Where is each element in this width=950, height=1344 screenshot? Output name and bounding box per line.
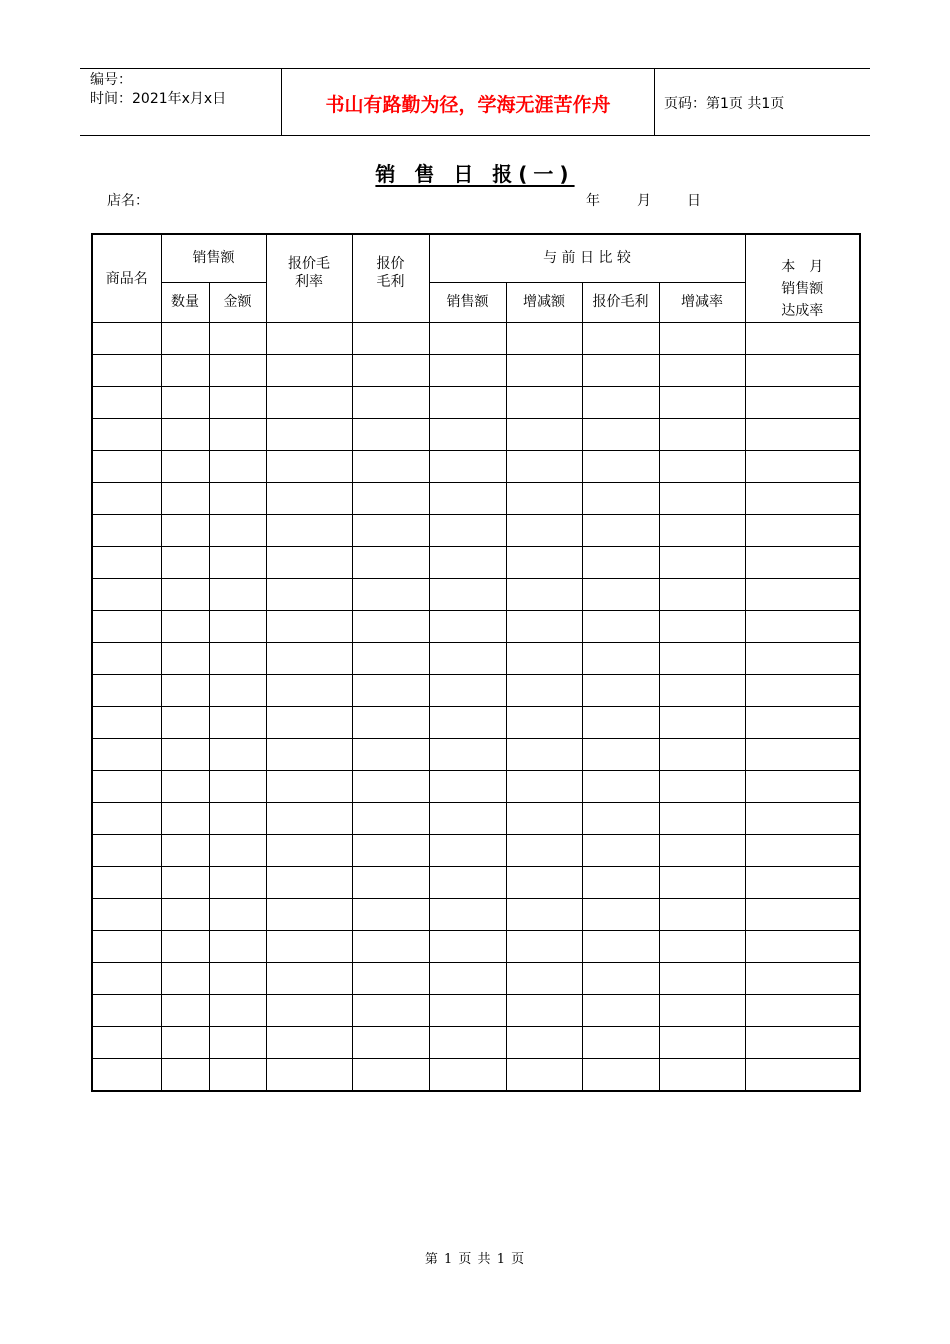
table-cell xyxy=(659,323,745,355)
table-cell xyxy=(582,323,659,355)
table-cell xyxy=(209,387,266,419)
table-cell xyxy=(506,707,582,739)
header-motto: 书山有路勤为径，学海无涯苦作舟 xyxy=(325,94,611,116)
table-cell xyxy=(161,771,209,803)
table-cell xyxy=(161,419,209,451)
monthly-line-3: 达成率 xyxy=(781,303,824,319)
table-cell xyxy=(659,803,745,835)
table-cell xyxy=(92,707,161,739)
col-product-name: 商品名 xyxy=(92,234,161,323)
monthly-line-2: 销售额 xyxy=(781,281,824,297)
table-cell xyxy=(506,995,582,1027)
table-cell xyxy=(266,1059,352,1092)
table-cell xyxy=(506,515,582,547)
table-cell xyxy=(352,483,429,515)
table-cell xyxy=(429,355,506,387)
col-cmp-change-rate: 增减率 xyxy=(659,282,745,322)
table-row xyxy=(92,483,860,515)
table-cell xyxy=(266,739,352,771)
table-cell xyxy=(582,515,659,547)
table-cell xyxy=(659,995,745,1027)
table-cell xyxy=(161,835,209,867)
table-cell xyxy=(659,707,745,739)
table-cell xyxy=(161,803,209,835)
table-cell xyxy=(506,579,582,611)
table-cell xyxy=(161,611,209,643)
table-cell xyxy=(659,419,745,451)
col-compare-prev-day: 与 前 日 比 较 xyxy=(429,234,745,282)
table-cell xyxy=(161,1059,209,1092)
table-cell xyxy=(745,451,860,483)
table-cell xyxy=(266,771,352,803)
table-cell xyxy=(92,323,161,355)
table-cell xyxy=(582,867,659,899)
monthly-line-1: 本 月 xyxy=(781,259,824,275)
table-cell xyxy=(92,963,161,995)
table-cell xyxy=(352,419,429,451)
header-row-2 xyxy=(92,282,860,322)
table-cell xyxy=(352,355,429,387)
table-cell xyxy=(161,547,209,579)
table-row xyxy=(92,1059,860,1092)
table-cell xyxy=(745,1027,860,1059)
table-cell xyxy=(582,835,659,867)
header-divider-2 xyxy=(654,68,655,135)
table-cell xyxy=(352,963,429,995)
table-cell xyxy=(745,803,860,835)
table-cell xyxy=(266,1027,352,1059)
table-row xyxy=(92,579,860,611)
table-cell xyxy=(266,963,352,995)
col-quantity: 数量 xyxy=(161,282,209,322)
table-cell xyxy=(582,355,659,387)
table-cell xyxy=(266,419,352,451)
table-cell xyxy=(92,419,161,451)
table-cell xyxy=(209,1027,266,1059)
table-cell xyxy=(506,323,582,355)
table-cell xyxy=(92,1027,161,1059)
table-row xyxy=(92,675,860,707)
table-row xyxy=(92,611,860,643)
table-cell xyxy=(506,355,582,387)
table-cell xyxy=(209,515,266,547)
table-cell xyxy=(506,675,582,707)
table-cell xyxy=(582,995,659,1027)
table-cell xyxy=(582,707,659,739)
table-cell xyxy=(352,451,429,483)
table-cell xyxy=(209,579,266,611)
table-cell xyxy=(659,387,745,419)
table-row xyxy=(92,515,860,547)
table-cell xyxy=(352,547,429,579)
table-cell xyxy=(209,1059,266,1092)
header-meta xyxy=(90,71,226,109)
table-cell xyxy=(266,451,352,483)
table-row xyxy=(92,771,860,803)
table-cell xyxy=(506,1027,582,1059)
table-cell xyxy=(659,451,745,483)
table-cell xyxy=(209,643,266,675)
table-cell xyxy=(506,1059,582,1092)
table-cell xyxy=(506,963,582,995)
table-cell xyxy=(745,547,860,579)
store-label: 店名： xyxy=(107,193,149,209)
table-cell xyxy=(582,579,659,611)
table-cell xyxy=(209,611,266,643)
report-title-wrap xyxy=(0,158,950,187)
table-cell xyxy=(429,611,506,643)
table-cell xyxy=(266,995,352,1027)
table-cell xyxy=(161,931,209,963)
table-cell xyxy=(161,579,209,611)
table-cell xyxy=(352,867,429,899)
table-cell xyxy=(209,355,266,387)
table-cell xyxy=(506,643,582,675)
table-cell xyxy=(745,707,860,739)
table-cell xyxy=(429,771,506,803)
table-row xyxy=(92,451,860,483)
table-cell xyxy=(506,899,582,931)
table-cell xyxy=(582,1027,659,1059)
table-cell xyxy=(582,451,659,483)
table-cell xyxy=(659,355,745,387)
table-row xyxy=(92,419,860,451)
table-cell xyxy=(209,739,266,771)
table-cell xyxy=(92,579,161,611)
table-cell xyxy=(659,739,745,771)
table-cell xyxy=(659,675,745,707)
table-row xyxy=(92,739,860,771)
table-cell xyxy=(429,835,506,867)
table-cell xyxy=(266,675,352,707)
table-cell xyxy=(161,643,209,675)
table-cell xyxy=(659,771,745,803)
table-cell xyxy=(352,835,429,867)
col-quoted-margin xyxy=(352,234,429,323)
table-cell xyxy=(209,771,266,803)
table-cell xyxy=(745,771,860,803)
sales-report-table xyxy=(91,233,861,1092)
table-cell xyxy=(506,419,582,451)
table-row xyxy=(92,899,860,931)
table-cell xyxy=(745,1059,860,1092)
table-cell xyxy=(266,483,352,515)
table-cell xyxy=(266,643,352,675)
table-cell xyxy=(429,643,506,675)
table-cell xyxy=(582,419,659,451)
table-cell xyxy=(745,995,860,1027)
quoted-margin-text: 报价毛利 xyxy=(376,256,405,290)
table-cell xyxy=(352,803,429,835)
table-cell xyxy=(582,739,659,771)
table-cell xyxy=(92,643,161,675)
table-cell xyxy=(659,547,745,579)
table-cell xyxy=(429,803,506,835)
table-cell xyxy=(161,739,209,771)
table-cell xyxy=(659,867,745,899)
table-cell xyxy=(429,1027,506,1059)
table-cell xyxy=(209,547,266,579)
table-row xyxy=(92,931,860,963)
table-cell xyxy=(745,355,860,387)
table-cell xyxy=(92,387,161,419)
table-cell xyxy=(266,579,352,611)
table-cell xyxy=(506,771,582,803)
number-label: 编号： xyxy=(90,72,132,88)
table-cell xyxy=(266,323,352,355)
table-row xyxy=(92,803,860,835)
table-cell xyxy=(209,707,266,739)
table-cell xyxy=(745,387,860,419)
table-cell xyxy=(582,899,659,931)
table-cell xyxy=(266,835,352,867)
table-cell xyxy=(506,739,582,771)
table-cell xyxy=(92,771,161,803)
table-row xyxy=(92,963,860,995)
table-cell xyxy=(429,675,506,707)
table-cell xyxy=(659,899,745,931)
table-cell xyxy=(582,611,659,643)
table-cell xyxy=(745,579,860,611)
table-cell xyxy=(266,387,352,419)
table-cell xyxy=(161,867,209,899)
table-cell xyxy=(92,867,161,899)
table-row xyxy=(92,323,860,355)
table-cell xyxy=(352,707,429,739)
table-cell xyxy=(745,419,860,451)
table-row xyxy=(92,867,860,899)
table-cell xyxy=(352,675,429,707)
table-cell xyxy=(352,515,429,547)
table-cell xyxy=(659,643,745,675)
table-cell xyxy=(582,643,659,675)
table-cell xyxy=(659,1027,745,1059)
year-label: 年 xyxy=(586,193,600,209)
table-cell xyxy=(209,803,266,835)
table-cell xyxy=(429,739,506,771)
col-monthly-achievement xyxy=(745,234,860,323)
table-cell xyxy=(209,451,266,483)
header-row-1 xyxy=(92,234,860,282)
table-cell xyxy=(429,387,506,419)
table-cell xyxy=(266,355,352,387)
col-amount: 金额 xyxy=(209,282,266,322)
table-cell xyxy=(352,611,429,643)
table-cell xyxy=(429,483,506,515)
table-cell xyxy=(92,611,161,643)
col-quoted-margin-rate xyxy=(266,234,352,323)
table-cell xyxy=(161,355,209,387)
table-cell xyxy=(92,931,161,963)
table-row xyxy=(92,643,860,675)
table-row xyxy=(92,707,860,739)
table-cell xyxy=(745,675,860,707)
table-cell xyxy=(161,451,209,483)
header-top-rule xyxy=(80,68,870,69)
table-cell xyxy=(161,483,209,515)
table-cell xyxy=(582,1059,659,1092)
table-cell xyxy=(266,547,352,579)
table-cell xyxy=(209,963,266,995)
table-cell xyxy=(745,323,860,355)
table-cell xyxy=(92,515,161,547)
table-cell xyxy=(582,675,659,707)
month-label: 月 xyxy=(637,193,651,209)
table-cell xyxy=(209,483,266,515)
col-sales-amount-group: 销售额 xyxy=(161,234,266,282)
table-cell xyxy=(745,483,860,515)
table-cell xyxy=(92,995,161,1027)
quoted-margin-rate-text: 报价毛利率 xyxy=(288,256,330,290)
table-cell xyxy=(92,355,161,387)
table-cell xyxy=(506,611,582,643)
table-cell xyxy=(352,323,429,355)
table-cell xyxy=(352,643,429,675)
table-cell xyxy=(506,547,582,579)
table-cell xyxy=(209,323,266,355)
table-cell xyxy=(352,771,429,803)
report-title: 销 售 日 报(一) xyxy=(375,162,575,186)
table-cell xyxy=(352,1027,429,1059)
table-cell xyxy=(161,675,209,707)
table-cell xyxy=(506,483,582,515)
table-cell xyxy=(745,963,860,995)
table-cell xyxy=(209,835,266,867)
table-cell xyxy=(161,323,209,355)
table-cell xyxy=(659,579,745,611)
table-cell xyxy=(745,739,860,771)
table-cell xyxy=(429,451,506,483)
table-cell xyxy=(352,739,429,771)
time-label: 时间：2021年x月x日 xyxy=(90,91,227,107)
table-cell xyxy=(92,547,161,579)
table-cell xyxy=(745,931,860,963)
table-cell xyxy=(582,547,659,579)
table-cell xyxy=(266,707,352,739)
table-cell xyxy=(659,611,745,643)
table-cell xyxy=(506,451,582,483)
table-cell xyxy=(582,931,659,963)
table-cell xyxy=(506,931,582,963)
table-cell xyxy=(209,867,266,899)
table-cell xyxy=(429,867,506,899)
table-cell xyxy=(429,547,506,579)
table-cell xyxy=(92,675,161,707)
header-page-info: 页码：第1页 共1页 xyxy=(664,96,785,112)
table-row xyxy=(92,355,860,387)
table-cell xyxy=(352,899,429,931)
table-cell xyxy=(92,483,161,515)
table-cell xyxy=(429,899,506,931)
col-cmp-sales: 销售额 xyxy=(429,282,506,322)
table-cell xyxy=(659,835,745,867)
table-row xyxy=(92,1027,860,1059)
table-cell xyxy=(92,803,161,835)
table-cell xyxy=(209,675,266,707)
table-cell xyxy=(161,963,209,995)
table-cell xyxy=(506,387,582,419)
table-cell xyxy=(161,387,209,419)
table-cell xyxy=(429,995,506,1027)
table-cell xyxy=(209,995,266,1027)
table-cell xyxy=(582,963,659,995)
table-cell xyxy=(266,899,352,931)
table-cell xyxy=(659,963,745,995)
table-cell xyxy=(352,931,429,963)
table-cell xyxy=(352,387,429,419)
table-cell xyxy=(92,835,161,867)
day-label: 日 xyxy=(687,193,701,209)
table-cell xyxy=(92,739,161,771)
table-cell xyxy=(582,483,659,515)
table-cell xyxy=(745,835,860,867)
table-cell xyxy=(429,707,506,739)
table-cell xyxy=(266,867,352,899)
col-cmp-quoted-margin: 报价毛利 xyxy=(582,282,659,322)
table-row xyxy=(92,995,860,1027)
table-cell xyxy=(266,515,352,547)
table-cell xyxy=(92,1059,161,1092)
table-cell xyxy=(161,515,209,547)
table-cell xyxy=(352,579,429,611)
table-cell xyxy=(429,515,506,547)
table-cell xyxy=(582,387,659,419)
table-cell xyxy=(506,835,582,867)
table-cell xyxy=(745,515,860,547)
table-cell xyxy=(209,899,266,931)
table-cell xyxy=(429,419,506,451)
table-cell xyxy=(209,419,266,451)
header-bottom-rule xyxy=(80,135,870,136)
table-cell xyxy=(429,579,506,611)
table-cell xyxy=(506,867,582,899)
table-cell xyxy=(745,643,860,675)
table-cell xyxy=(161,1027,209,1059)
table-cell xyxy=(352,995,429,1027)
table-cell xyxy=(429,963,506,995)
col-cmp-change-amount: 增减额 xyxy=(506,282,582,322)
table-cell xyxy=(92,451,161,483)
table-cell xyxy=(161,899,209,931)
table-cell xyxy=(429,931,506,963)
footer-page-number: 第 1 页 共 1 页 xyxy=(424,1252,526,1267)
table-cell xyxy=(582,803,659,835)
table-cell xyxy=(506,803,582,835)
table-cell xyxy=(209,931,266,963)
table-cell xyxy=(745,899,860,931)
table-cell xyxy=(745,867,860,899)
table-cell xyxy=(161,707,209,739)
table-cell xyxy=(582,771,659,803)
table-cell xyxy=(429,1059,506,1092)
table-cell xyxy=(266,931,352,963)
table-cell xyxy=(266,611,352,643)
table-cell xyxy=(266,803,352,835)
table-cell xyxy=(659,1059,745,1092)
table-cell xyxy=(659,931,745,963)
table-cell xyxy=(429,323,506,355)
table-cell xyxy=(659,515,745,547)
table-cell xyxy=(92,899,161,931)
table-cell xyxy=(745,611,860,643)
table-cell xyxy=(161,995,209,1027)
table-row xyxy=(92,547,860,579)
table-row xyxy=(92,835,860,867)
table-cell xyxy=(352,1059,429,1092)
table-row xyxy=(92,387,860,419)
table-cell xyxy=(659,483,745,515)
